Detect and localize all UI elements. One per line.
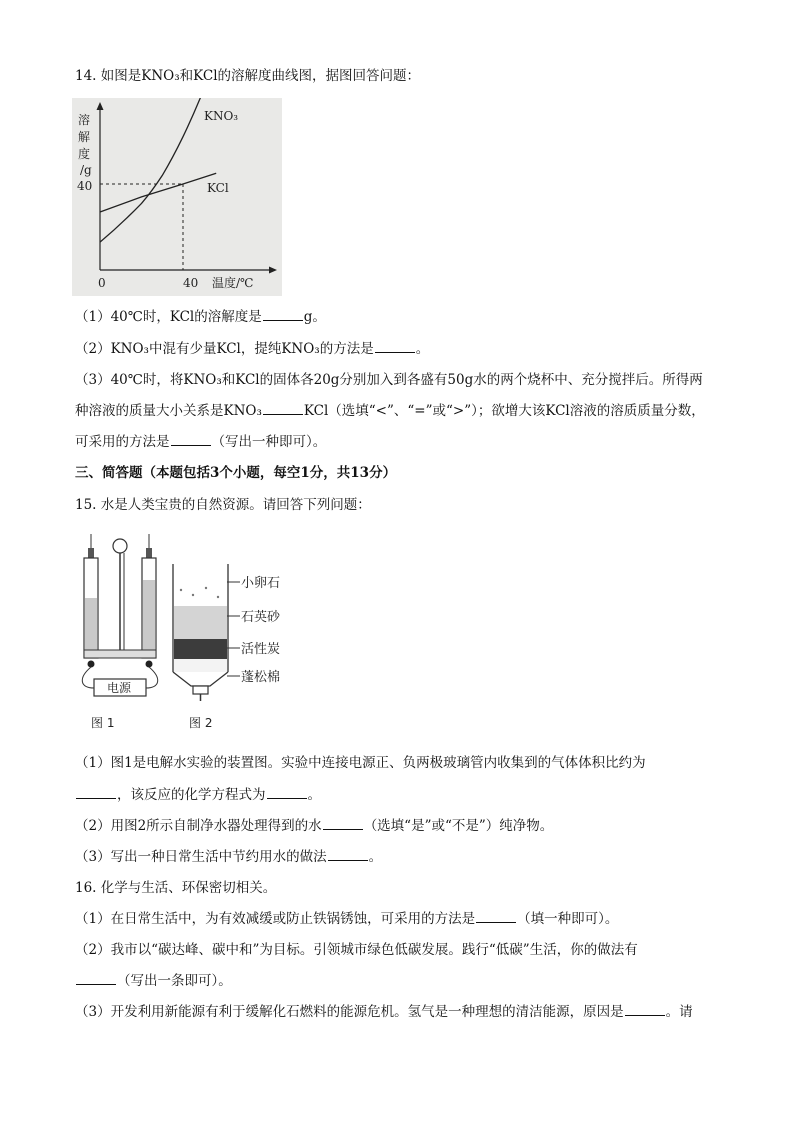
q14-part3-line1: （3）40℃时，将KNO₃和KCl的固体各20g分别加入到各盛有50g水的两个烧杯中、充分搅拌后。所得两	[75, 372, 703, 388]
left-electrode	[88, 661, 95, 668]
q14-stem: 14. 如图是KNO₃和KCl的溶解度曲线图，据图回答问题：	[75, 68, 421, 84]
layer-pebbles	[174, 580, 227, 606]
power-supply-label: 电源	[107, 681, 132, 695]
right-valve	[146, 548, 152, 558]
answer-blank[interactable]	[263, 308, 303, 321]
layer-label-0: 小卵石	[241, 576, 281, 591]
q15-part2-text: （2）用图2所示自制净水器处理得到的水	[75, 818, 322, 834]
right-electrode	[146, 661, 153, 668]
layer-label-3: 蓬松棉	[241, 670, 281, 685]
funnel-bulb	[113, 539, 127, 553]
q14-part2	[75, 339, 429, 359]
x-axis-label: 温度/℃	[212, 276, 254, 290]
q15-part3-text: （3）写出一种日常生活中节约用水的做法	[75, 849, 327, 865]
figure2-caption: 图 2	[189, 716, 213, 730]
q15-part1-line2-text: ，该反应的化学方程式为	[117, 787, 266, 803]
answer-blank[interactable]	[76, 786, 116, 799]
figure2-water-purifier	[166, 560, 296, 710]
figure1-caption: 图 1	[91, 716, 115, 730]
series-label-kcl: KCl	[207, 181, 229, 195]
q14-part3-line3-text: 可采用的方法是	[75, 434, 170, 450]
q14-part3-line2-text: 种溶液的质量大小关系是KNO₃	[75, 403, 262, 419]
layer-activated-carbon	[174, 639, 227, 659]
q16-part1-rest: （填一种即可）。	[517, 911, 619, 927]
layer-label-2: 活性炭	[241, 642, 281, 657]
section3-heading: 三、简答题（本题包括3个小题，每空1分，共13分）	[75, 465, 397, 481]
answer-blank[interactable]	[476, 910, 516, 923]
chart-background	[72, 98, 282, 296]
answer-blank[interactable]	[263, 402, 303, 415]
q16-part2-line2-text: （写出一条即可）。	[117, 973, 232, 989]
ylabel-char-3: /g	[80, 163, 92, 177]
layer-cotton	[174, 659, 227, 672]
q16-part1-text: （1）在日常生活中，为有效减缓或防止铁锅锈蚀，可采用的方法是	[75, 911, 476, 927]
left-wire	[82, 667, 94, 688]
series-label-kno3: KNO₃	[204, 109, 239, 123]
answer-blank[interactable]	[625, 1003, 665, 1016]
figure1-electrolysis-apparatus	[70, 528, 170, 708]
q16-part2-line1: （2）我市以“碳达峰、碳中和”为目标。引领城市绿色低碳发展。践行“低碳”生活，你的做法有	[75, 942, 638, 958]
layer-quartz-sand	[174, 606, 227, 639]
q16-part3	[75, 1002, 693, 1022]
q14-part1-unit: g。	[303, 309, 326, 325]
q15-part1-line2	[75, 785, 321, 805]
q16-part3-text: （3）开发利用新能源有利于缓解化石燃料的能源危机。氢气是一种理想的清洁能源，原因是	[75, 1004, 624, 1020]
q14-part3-line2-rest: KCl（选填“<”、“=”或“>”）；欲增大该KCl溶液的溶质质量分数，	[303, 403, 705, 419]
answer-blank[interactable]	[323, 817, 363, 830]
q16-part1	[75, 909, 618, 929]
q15-part1-line1: （1）图1是电解水实验的装置图。实验中连接电源正、负两极玻璃管内收集到的气体体积比约为	[75, 755, 646, 771]
right-tube-water	[143, 580, 155, 657]
left-valve	[88, 548, 94, 558]
y-tick-label: 40	[77, 179, 93, 193]
q15-part2	[75, 816, 553, 836]
q15-stem: 15. 水是人类宝贵的自然资源。请回答下列问题：	[75, 497, 371, 513]
q16-part3-end: 。请	[665, 1004, 693, 1020]
answer-blank[interactable]	[171, 433, 211, 446]
q14-part1	[75, 307, 326, 327]
q15-part3	[75, 847, 382, 867]
connector-base	[84, 650, 156, 658]
answer-blank[interactable]	[267, 786, 307, 799]
q14-part2-text: （2）KNO₃中混有少量KCl，提纯KNO₃的方法是	[75, 341, 374, 357]
layer-label-1: 石英砂	[241, 610, 281, 625]
answer-blank[interactable]	[328, 848, 368, 861]
ylabel-char-2: 度	[78, 147, 91, 161]
q16-part2-line2	[75, 971, 232, 991]
q14-part2-end: 。	[415, 341, 430, 357]
answer-blank[interactable]	[76, 972, 116, 985]
q14-part3-line2	[75, 401, 705, 421]
q15-part1-line2-end: 。	[307, 787, 321, 803]
q15-part3-end: 。	[368, 849, 383, 865]
ylabel-char-0: 溶	[78, 113, 91, 127]
q14-part3-line3-rest: （写出一种即可）。	[211, 434, 327, 450]
purifier-outlet	[193, 686, 208, 694]
q14-part3-line3	[75, 432, 326, 452]
x-tick-label: 40	[183, 276, 199, 290]
solubility-chart	[72, 98, 282, 296]
q16-stem: 16. 化学与生活、环保密切相关。	[75, 880, 277, 896]
origin-label: 0	[98, 276, 106, 290]
q14-part1-text: （1）40℃时，KCl的溶解度是	[75, 309, 262, 325]
right-wire	[146, 667, 158, 688]
q15-part2-rest: （选填“是”或“不是”）纯净物。	[363, 818, 554, 834]
purifier-funnel	[173, 672, 228, 686]
ylabel-char-1: 解	[78, 130, 91, 144]
answer-blank[interactable]	[375, 340, 415, 353]
left-tube-water	[85, 598, 97, 657]
